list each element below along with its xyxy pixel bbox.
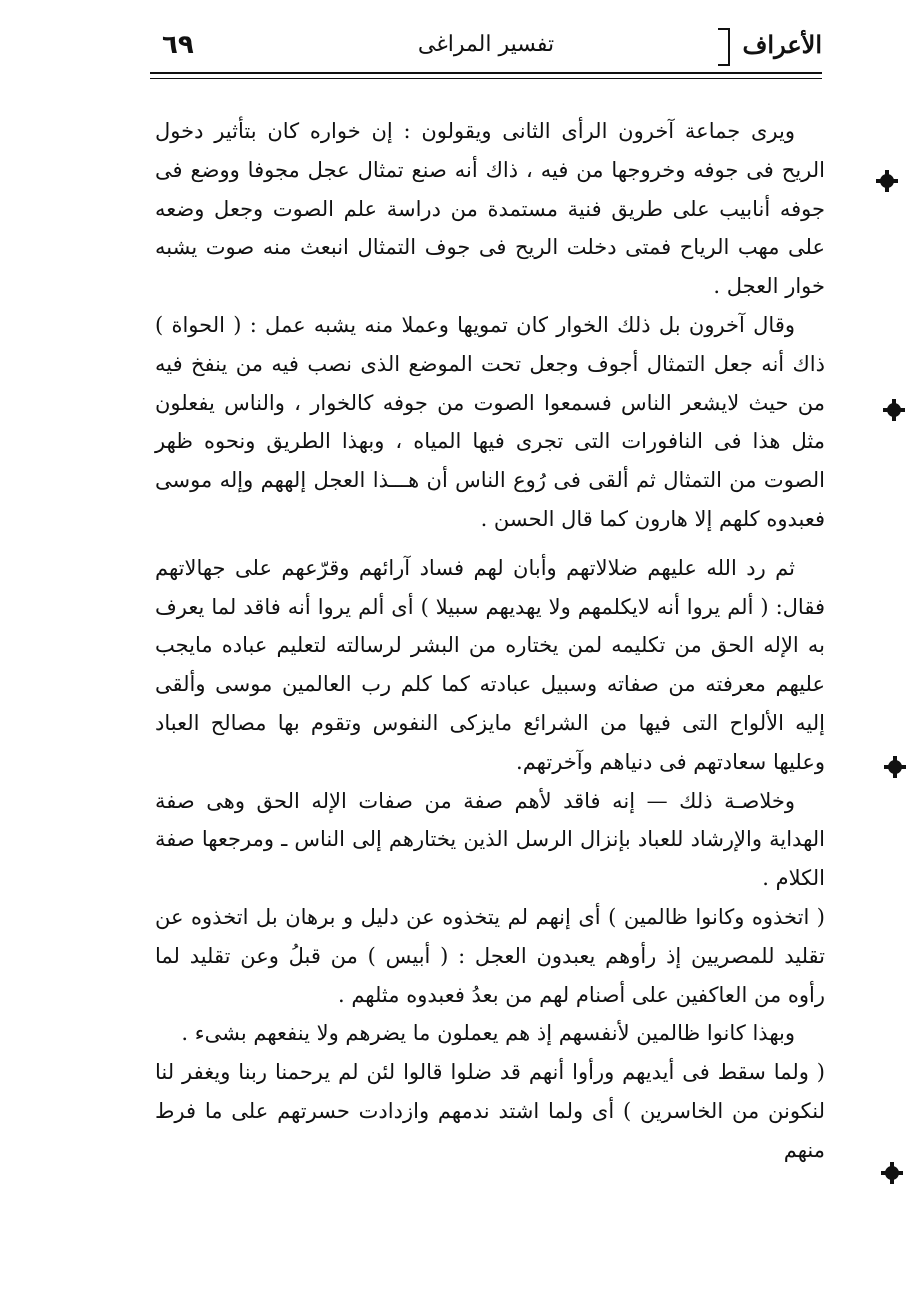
- header-rule-thin: [150, 78, 822, 79]
- header-bracket: [718, 28, 730, 66]
- header-rule: [150, 72, 822, 74]
- margin-mark-icon: [885, 1166, 899, 1180]
- paragraph: وبهذا كانوا ظالمين لأنفسهم إذ هم يعملون ما يضرهم ولا ينفعهم بشىء .: [181, 1021, 795, 1046]
- page-body: [155, 112, 825, 1170]
- paragraph: ( ولما سقط فى أيديهم ورأوا أنهم قد ضلوا قالوا لئن لم يرحمنا ربنا ويغفر لنا لنكونن من الخاسرين ) أى ولما اشتد ندمهم وازدادت حسرتهم على ما فرط منهم: [155, 1060, 825, 1162]
- page-header: [150, 26, 822, 74]
- margin-mark-icon: [880, 174, 894, 188]
- paragraph: ويرى جماعة آخرون الرأى الثانى ويقولون : إن خواره كان بتأثير دخول الريح فى جوفه وخروجها من فيه ، ذاك أنه صنع تمثال عجل مجوفا ووضع فى جوفه أنابيب على طريق فنية مستمدة من دراسة علم الصوت وجعل وضعه على مهب الرياح فمتى دخلت الريح فى جوف التمثال انبعث منه صوت يشبه خوار العجل .: [155, 119, 825, 299]
- paragraph-gap: [155, 539, 825, 549]
- margin-mark-icon: [887, 403, 901, 417]
- paragraph: وقال آخرون بل ذلك الخوار كان تمويها وعملا منه يشبه عمل : ( الحواة ) ذاك أنه جعل التمثال أجوف وجعل تحت الموضع الذى نصب فيه من ينفخ فيه من حيث لايشعر الناس فسمعوا الصوت من جوفه كالخوار ، والناس يفعلون مثل هذا فى النافورات التى تجرى فيها المياه ، وبهذا الطريق ونحوه ظهر الصوت من التمثال ثم ألقى فى رُوع الناس أن هـــذا العجل إلههم وإله موسى فعبدوه كلهم إلا هارون كما قال الحسن .: [155, 312, 825, 531]
- book-title: تفسير المراغى: [417, 32, 555, 57]
- paragraph: ( اتخذوه وكانوا ظالمين ) أى إنهم لم يتخذوه عن دليل و برهان بل اتخذوه عن تقليد للمصريين إذ رأوهم يعبدون العجل : ( أبيس ) من قبلُ وعن تقليد لما رأوه من العاكفين على أصنام لهم من بعدُ فعبدوه مثلهم .: [155, 904, 825, 1007]
- paragraph: وخلاصـة ذلك — إنه فاقد لأهم صفة من صفات الإله الحق وهى صفة الهداية والإرشاد للعباد بإنزال الرسل الذين يختارهم إلى الناس ـ ومرجعها صفة الكلام .: [155, 788, 825, 891]
- page-number: ٦٩: [162, 30, 194, 60]
- surah-name: الأعراف: [742, 30, 822, 59]
- paragraph: ثم رد الله عليهم ضلالاتهم وأبان لهم فساد آرائهم وقرّعهم على جهالاتهم فقال: ( ألم يروا أنه لايكلمهم ولا يهديهم سبيلا ) أى ألم يروا أنه فاقد لما يعرف به الإله الحق من تكليمه لمن يختاره من البشر لرسالته لتعليم عباده مايجب عليهم معرفته من صفاته وسبيل عبادته كما كلم رب العالمين موسى وألقى إليه الألواح التى فيها من الشرائع مايزكى النفوس وتقوم بها مصالح العباد وعليها سعادتهم فى دنياهم وآخرتهم.: [155, 555, 825, 774]
- margin-mark-icon: [888, 760, 902, 774]
